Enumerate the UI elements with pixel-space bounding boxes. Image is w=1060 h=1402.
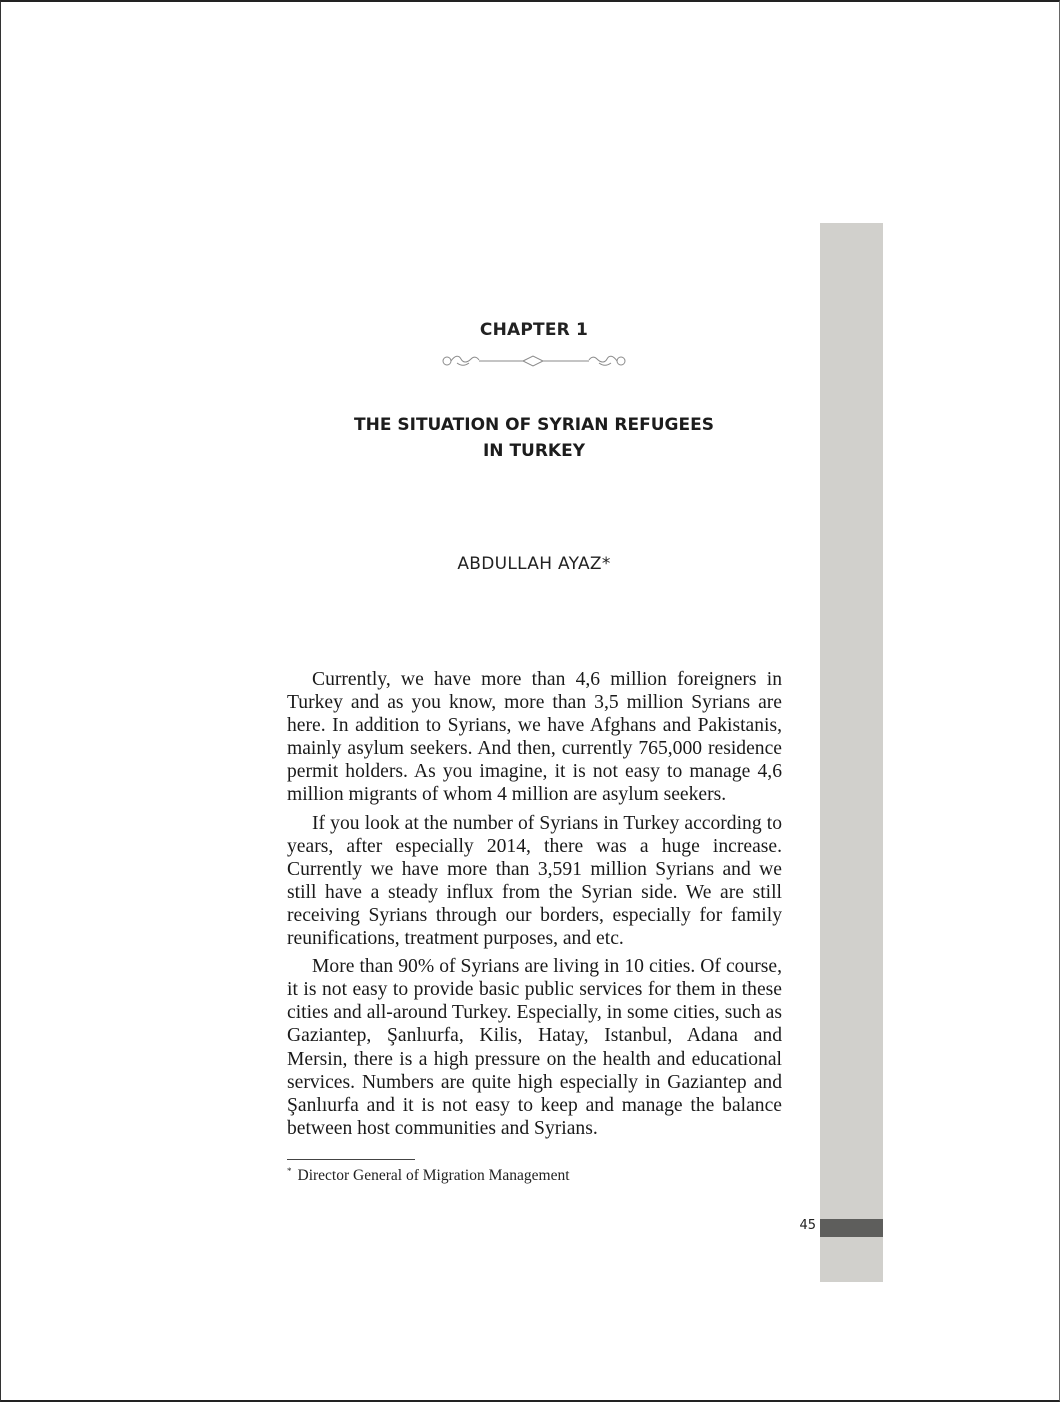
chapter-title-line-1: THE SITUATION OF SYRIAN REFUGEES (354, 415, 714, 435)
chapter-title-line-2: IN TURKEY (482, 441, 586, 461)
flourish-divider-icon (439, 351, 629, 371)
page-number: 45 (799, 1218, 816, 1233)
side-margin-bar (820, 223, 883, 1282)
paragraph: Currently, we have more than 4,6 million foreigners in Turkey and as you know, more than 3,5 million Syrians are here. In addition to Syrians, we have Afghans and Pakistanis, mainly asylum seekers. And then, currently 765,000 residence permit holders. As you imagine, it is not easy to manage 4,6 million migrants of whom 4 million are asylum seekers. (287, 669, 782, 806)
paragraph: More than 90% of Syrians are living in 10 cities. Of course, it is not easy to provide basic public services for them in these cities and all-around Turkey. Especially, in some cities, such as Gaziantep, Şanlıurfa, Kilis, Hatay, Istanbul, Adana and Mersin, there is a high pressure on the health and educational services. Numbers are quite high especially in Gaziantep and Şanlıurfa and it is not easy to keep and manage the balance between host communities and Syrians. (287, 956, 782, 1139)
footnote-marker: * (287, 1166, 292, 1176)
footnote-divider (287, 1159, 415, 1160)
chapter-title (284, 412, 784, 464)
chapter-label: CHAPTER 1 (479, 320, 589, 340)
footnote-text: Director General of Migration Management (297, 1167, 570, 1184)
author-name: ABDULLAH AYAZ* (457, 554, 611, 574)
body-text (287, 668, 782, 1145)
footnote (287, 1166, 782, 1185)
page-number-tab (820, 1219, 883, 1237)
paragraph: If you look at the number of Syrians in Turkey according to years, after especially 2014, there was a huge increase. Currently we have more than 3,591 million Syrians and we still have a steady influx from the Syrian side. We are still receiving Syrians through our borders, especially for family reunifications, treatment purposes, and etc. (287, 812, 782, 950)
